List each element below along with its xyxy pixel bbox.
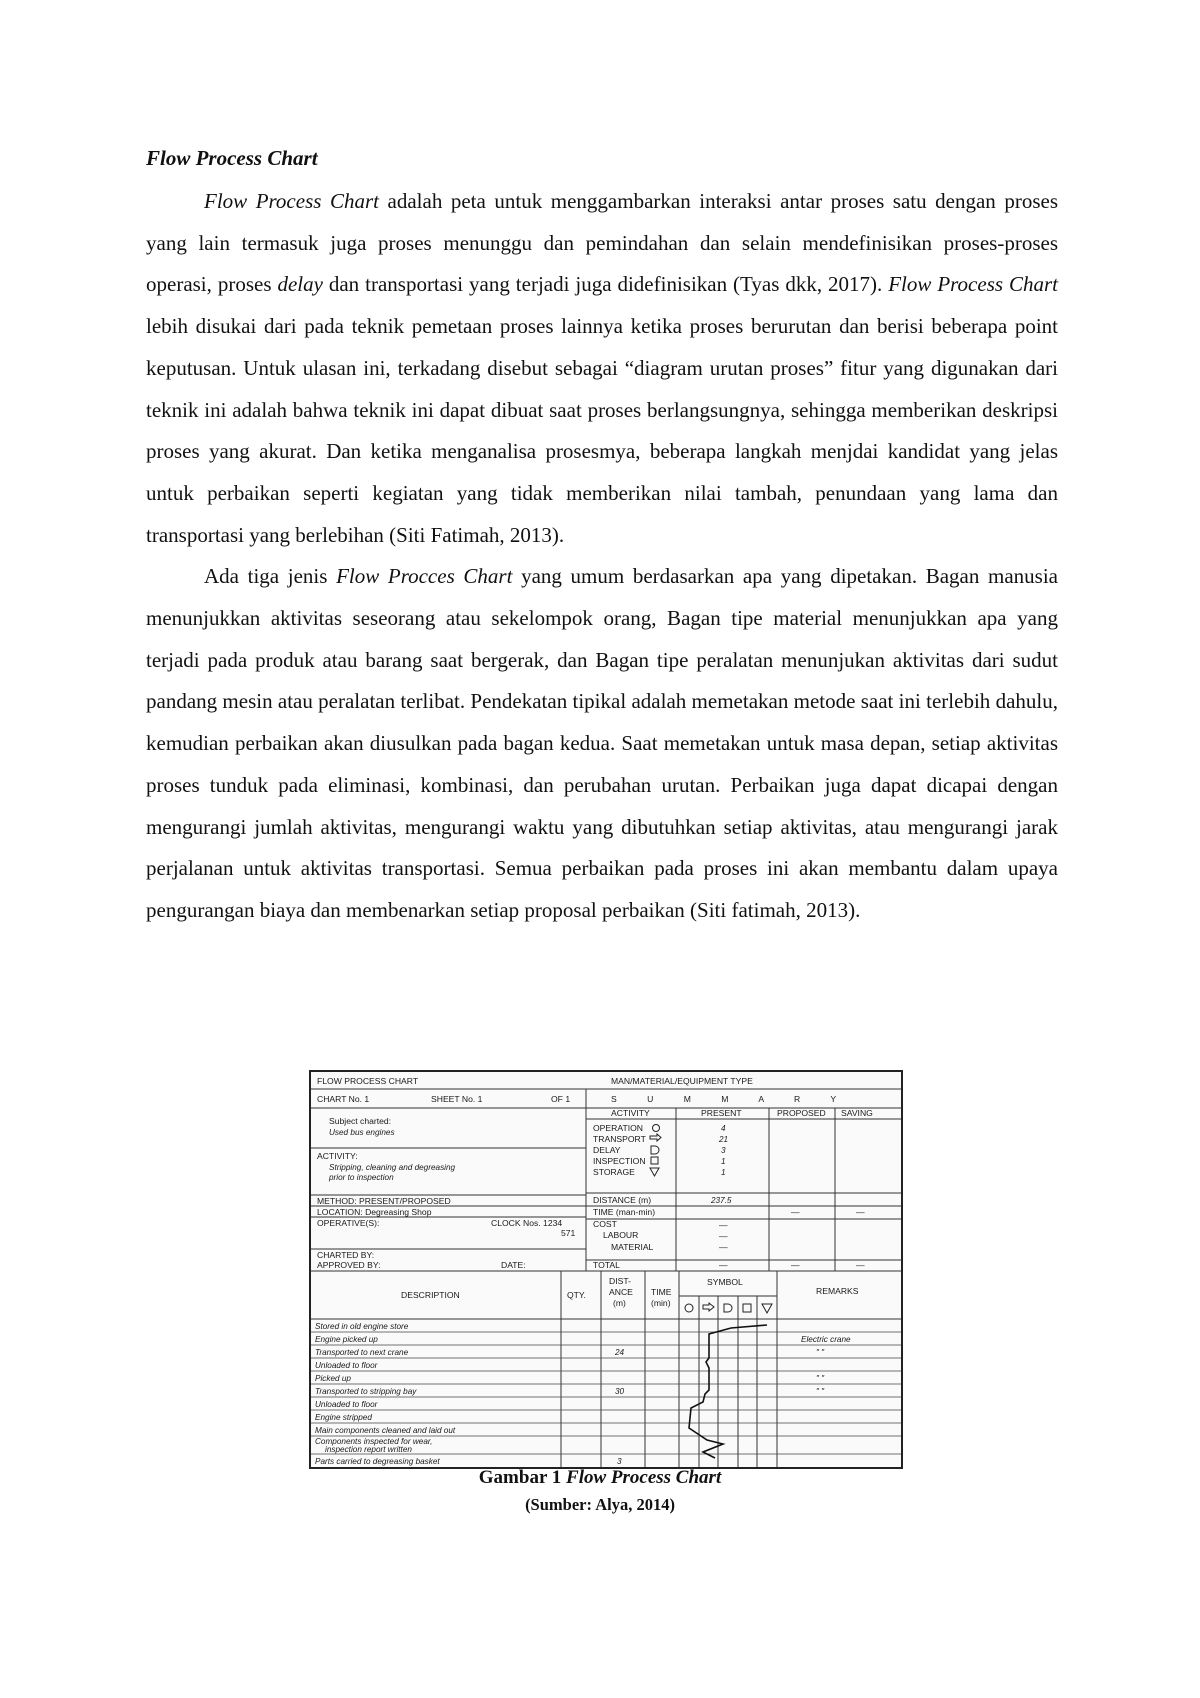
paragraph-2: Ada tiga jenis Flow Procces Chart yang umum berdasarkan apa yang dipetakan. Bagan manusia menunjukkan aktivitas seseorang atau sekelompok orang, Bagan tipe material menunjukkan apa yang terjadi pada produk atau barang saat bergerak, dan Bagan tipe peralatan menunjukan aktivitas dari sudut pandang mesin atau peralatan terlibat. Pendekatan tipikal adalah memetakan metode saat ini terlebih dahulu, kemudian perbaikan akan diusulkan pada bagan kedua. Saat memetakan untuk masa depan, setiap aktivitas proses tunduk pada eliminasi, kombinasi, dan perubahan urutan. Perbaikan juga dapat dicapai dengan mengurangi jumlah aktivitas, mengurangi waktu yang dibutuhkan setiap aktivitas, atau mengurangi jarak perjalanan untuk aktivitas transportasi. Semua perbaikan pada proses ini akan membantu dalam upaya pengurangan biaya dan membenarkan setiap proposal perbaikan (Siti fatimah, 2013). <box>146 564 1058 922</box>
chart-no: CHART No. 1 <box>317 1094 370 1104</box>
row-distance: 30 <box>615 1387 625 1396</box>
symbol-legend-icons <box>650 1125 661 1177</box>
table-row: Main components cleaned and laid out <box>315 1426 456 1435</box>
dash: — <box>856 1207 865 1217</box>
col-activity: ACTIVITY <box>611 1108 650 1118</box>
col-saving: SAVING <box>841 1108 873 1118</box>
storage-triangle-icon <box>762 1304 772 1313</box>
row-remark: Electric crane <box>801 1335 851 1344</box>
summary-value: 4 <box>721 1124 726 1133</box>
summary-label: INSPECTION <box>593 1156 646 1166</box>
paragraph-1: Flow Process Chart adalah peta untuk menggambarkan interaksi antar proses satu dengan proses yang lain termasuk juga proses menunggu dan pemindahan dan selain mendefinisikan proses-proses operasi, proses delay dan transportasi yang terjadi juga didefinisikan (Tyas dkk, 2017). Flow Process Chart lebih disukai dari pada teknik pemetaan proses lainnya ketika proses berurutan dan berisi beberapa point keputusan. Untuk ulasan ini, terkadang disebut sebagai “diagram urutan proses” fitur yang digunakan dari teknik ini adalah bahwa teknik ini dapat dibuat saat proses berlangsungnya, sehingga memberikan deskripsi proses yang akurat. Dan ketika menganalisa prosesmya, beberapa langkah menjdai kandidat yang jelas untuk perbaikan seperti kegiatan yang tidak memberikan nilai tambah, penundaan yang lama dan transportasi yang berlebihan (Siti Fatimah, 2013). <box>146 189 1059 547</box>
material-label: MATERIAL <box>611 1242 654 1252</box>
summary-value: 1 <box>721 1157 726 1166</box>
summary-label: STORAGE <box>593 1167 635 1177</box>
date-label: DATE: <box>501 1260 526 1270</box>
summary-title: S U M M A R Y <box>611 1094 851 1104</box>
delay-d-icon <box>724 1304 732 1312</box>
dash: — <box>719 1220 728 1230</box>
sheet-no: SHEET No. 1 <box>431 1094 483 1104</box>
summary-label: OPERATION <box>593 1123 643 1133</box>
summary-value: 21 <box>719 1135 729 1144</box>
table-row: Engine picked up <box>315 1335 378 1344</box>
storage-triangle-icon <box>650 1168 659 1176</box>
operation-circle-icon <box>685 1304 693 1312</box>
summary-label: TRANSPORT <box>593 1134 646 1144</box>
section-heading: Flow Process Chart <box>146 146 318 170</box>
transport-arrow-icon <box>703 1303 714 1311</box>
summary-value: 1 <box>721 1168 726 1177</box>
row-distance: 24 <box>615 1348 625 1357</box>
table-row: Unloaded to floor <box>315 1400 378 1409</box>
method-label: METHOD: PRESENT/PROPOSED <box>317 1196 451 1206</box>
flow-process-chart-form <box>311 1072 901 1467</box>
flow-process-chart-figure <box>309 1070 903 1469</box>
subject-label: Subject charted: <box>329 1116 392 1126</box>
col-present: PRESENT <box>701 1108 742 1118</box>
row-remark: " " <box>816 1348 825 1357</box>
activity-value: Stripping, cleaning and degreasing <box>329 1163 456 1172</box>
col-distance: ANCE <box>609 1287 633 1297</box>
sheet-of: OF 1 <box>551 1094 571 1104</box>
chart-title: FLOW PROCESS CHART <box>317 1076 419 1086</box>
time-label: TIME (man-min) <box>593 1207 656 1217</box>
dash: — <box>719 1231 728 1241</box>
col-description: DESCRIPTION <box>401 1290 460 1300</box>
col-proposed: PROPOSED <box>777 1108 826 1118</box>
italic-term: Flow Process Chart <box>204 189 379 213</box>
italic-term: Flow Process Chart <box>888 272 1058 297</box>
col-symbol: SYMBOL <box>707 1277 743 1287</box>
italic-term: delay <box>277 272 323 297</box>
transport-arrow-icon <box>650 1134 661 1141</box>
symbol-header-icons <box>685 1303 772 1313</box>
total-label: TOTAL <box>593 1260 620 1270</box>
dash: — <box>791 1207 800 1217</box>
table-row: Components inspected for wear, <box>315 1437 433 1446</box>
caption-italic: Flow Process Chart <box>566 1467 722 1488</box>
delay-d-icon <box>651 1146 659 1154</box>
inspection-square-icon <box>651 1157 658 1164</box>
distance-value: 237.5 <box>711 1196 732 1205</box>
chart-type: MAN/MATERIAL/EQUIPMENT TYPE <box>611 1076 753 1086</box>
charted-by-label: CHARTED BY: <box>317 1250 375 1260</box>
clock-label: CLOCK Nos. 1234 <box>491 1218 563 1228</box>
row-remark: " " <box>816 1374 825 1383</box>
row-distance: 3 <box>617 1457 622 1466</box>
figure-source: (Sumber: Alya, 2014) <box>525 1495 675 1514</box>
table-row: Picked up <box>315 1374 351 1383</box>
operation-circle-icon <box>653 1125 660 1132</box>
inspection-square-icon <box>743 1304 751 1312</box>
labour-label: LABOUR <box>603 1230 639 1240</box>
col-remarks: REMARKS <box>816 1286 859 1296</box>
figure-caption: Gambar 1 Flow Process Chart <box>478 1467 722 1488</box>
dash: — <box>856 1260 865 1270</box>
col-distance: (m) <box>613 1298 626 1308</box>
subject-value: Used bus engines <box>329 1128 395 1137</box>
table-rows <box>315 1322 851 1466</box>
col-time: TIME <box>651 1287 672 1297</box>
approved-by-label: APPROVED BY: <box>317 1260 381 1270</box>
col-distance: DIST- <box>609 1276 631 1286</box>
table-row: Transported to stripping bay <box>315 1387 417 1396</box>
cost-label: COST <box>593 1219 617 1229</box>
italic-term: Flow Procces Chart <box>336 564 513 589</box>
table-row: Transported to next crane <box>315 1348 409 1357</box>
activity-value: prior to inspection <box>329 1173 394 1182</box>
col-time: (min) <box>651 1298 671 1308</box>
summary-value: 3 <box>721 1146 726 1155</box>
table-row: Parts carried to degreasing basket <box>315 1457 440 1466</box>
activity-label: ACTIVITY: <box>317 1151 358 1161</box>
table-row: Unloaded to floor <box>315 1361 378 1370</box>
body-text <box>146 181 1058 932</box>
table-row: inspection report written <box>325 1445 412 1454</box>
table-row: Stored in old engine store <box>315 1322 409 1331</box>
row-remark: " " <box>816 1387 825 1396</box>
distance-label: DISTANCE (m) <box>593 1195 652 1205</box>
dash: — <box>791 1260 800 1270</box>
location-label: LOCATION: Degreasing Shop <box>317 1207 432 1217</box>
clock-value: 571 <box>561 1228 576 1238</box>
summary-rows <box>593 1123 728 1177</box>
dash: — <box>719 1242 728 1252</box>
col-qty: QTY. <box>567 1290 586 1300</box>
dash: — <box>719 1260 728 1270</box>
summary-label: DELAY <box>593 1145 621 1155</box>
table-row: Engine stripped <box>315 1413 372 1422</box>
operatives-label: OPERATIVE(S): <box>317 1218 380 1228</box>
